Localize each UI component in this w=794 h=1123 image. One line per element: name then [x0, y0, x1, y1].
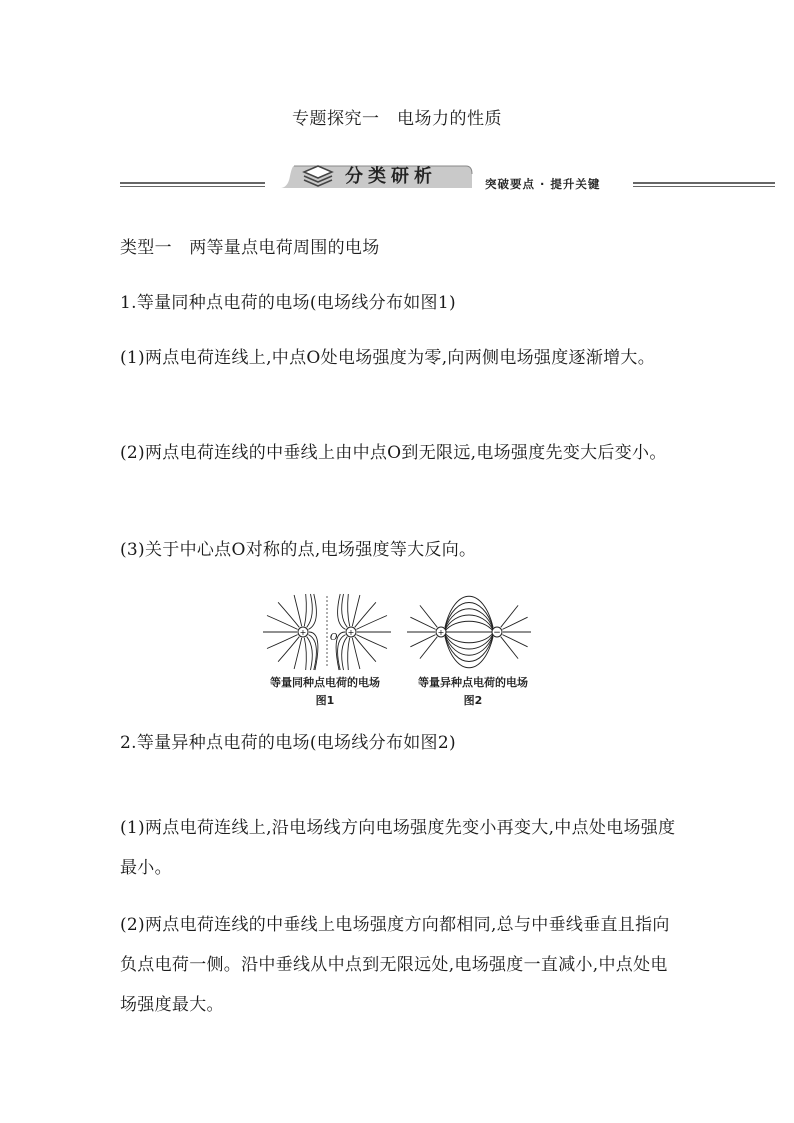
section-heading: 类型一 两等量点电荷周围的电场 [120, 238, 380, 258]
unlike-charges-field-diagram [405, 588, 545, 676]
field-line [445, 621, 493, 631]
field-line [501, 605, 518, 627]
figure1-caption: 等量同种点电荷的电场 [270, 676, 380, 689]
field-line [352, 595, 360, 626]
field-line [267, 635, 298, 649]
part2-heading: 2.等量异种点电荷的电场(电场线分布如图2) [120, 733, 456, 753]
figure1-label: 图1 [315, 694, 335, 707]
part2-item-1: (1)两点电荷连线上,沿电场线方向电场强度先变小再变大,中点处电场强度最小。 [120, 818, 676, 878]
field-line [307, 637, 313, 670]
figure2-caption: 等量异种点电荷的电场 [418, 676, 528, 689]
field-line [355, 637, 376, 662]
section-banner [120, 158, 775, 198]
page-title: 专题探究一 电场力的性质 [292, 109, 502, 129]
banner-rule-left [120, 182, 265, 187]
svg-text:+: + [347, 628, 355, 637]
field-line [445, 633, 493, 643]
field-line [355, 602, 376, 627]
field-line [294, 638, 302, 669]
banner-rule-right [633, 182, 775, 187]
field-line [410, 617, 435, 629]
svg-text:+: + [299, 628, 307, 637]
part1-item-1: (1)两点电荷连线上,中点O处电场强度为零,向两侧电场强度逐渐增大。 [120, 348, 656, 368]
field-line [294, 595, 302, 626]
field-line [445, 635, 493, 655]
like-charges-field-diagram [257, 588, 397, 676]
field-line [304, 638, 306, 670]
svg-text:+: + [437, 628, 445, 637]
part1-heading: 1.等量同种点电荷的电场(电场线分布如图1) [120, 293, 456, 313]
field-line [502, 635, 527, 647]
origin-label: O [330, 633, 338, 643]
field-line [420, 637, 437, 659]
field-line [445, 596, 493, 627]
figure2-label: 图2 [463, 694, 483, 707]
field-line-figures [255, 588, 545, 713]
field-line [342, 637, 348, 670]
field-line [410, 635, 435, 647]
field-line [352, 638, 360, 669]
part1-item-2: (2)两点电荷连线的中垂线上由中点O到无限远,电场强度先变大后变小。 [120, 443, 667, 463]
banner-label: 分类研析 [345, 166, 437, 187]
field-line [356, 616, 387, 630]
field-line [267, 616, 298, 630]
field-line [502, 617, 527, 629]
field-line [307, 594, 313, 627]
field-line [278, 637, 299, 662]
field-line [304, 594, 306, 626]
field-line [501, 637, 518, 659]
part2-item-2: (2)两点电荷连线的中垂线上电场强度方向都相同,总与中垂线垂直且指向负点电荷一侧。沿中垂线从中点到无限远处,电场强度一直减小,中点处电场强度最大。 [120, 915, 670, 1015]
field-line [420, 605, 437, 627]
svg-text:−: − [493, 628, 501, 638]
field-line [445, 637, 493, 668]
banner-subtitle: 突破要点 · 提升关键 [485, 177, 601, 191]
field-line [356, 635, 387, 649]
part1-item-3: (3)关于中心点O对称的点,电场强度等大反向。 [120, 540, 477, 560]
field-line [278, 602, 299, 627]
field-line [342, 594, 348, 627]
field-line [348, 638, 350, 670]
field-line [348, 594, 350, 626]
field-line [445, 609, 493, 629]
